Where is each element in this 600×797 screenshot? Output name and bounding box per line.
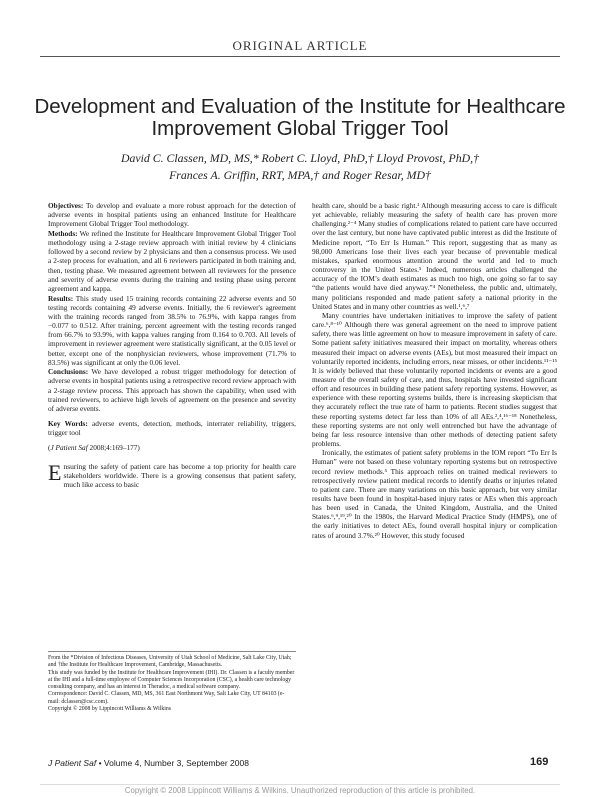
results-label: Results: bbox=[48, 293, 74, 303]
footnotes bbox=[48, 655, 296, 714]
citation-details: 2008;4:169–177) bbox=[87, 443, 140, 453]
title-line-2: Improvement Global Trigger Tool bbox=[151, 117, 449, 140]
title-line-1: Development and Evaluation of the Institute for Healthcare bbox=[34, 95, 566, 118]
objectives-text: To develop and evaluate a more robust approach for the detection of adverse events in hospital patients using an enhanced Institute for Healthcare Improvement Global Trigger Tool methodology. bbox=[48, 201, 296, 229]
author-list bbox=[30, 150, 570, 184]
objectives-label: Objectives: bbox=[48, 201, 84, 210]
right-column bbox=[312, 201, 557, 540]
authors-line-1: David C. Classen, MD, MS,* Robert C. Lloyd, PhD,† Lloyd Provost, PhD,† bbox=[120, 151, 480, 165]
copyright-notice: Copyright © 2008 Lippincott Williams & Wilkins. Unauthorized reproduction of this article is prohibited. bbox=[124, 786, 476, 795]
page-number: 169 bbox=[530, 756, 549, 768]
intro-text: nsuring the safety of patient care has become a top priority for health care stakeholders worldwide. There is a growing consensus that patient safety, much like access to basic bbox=[63, 461, 296, 490]
conclusions-text: We have developed a robust trigger methodology for detection of adverse events in hospital patients using a retrospective record review approach with a 2-stage review process. This approach has shown the capability, when used with trained reviewers, to achieve high levels of agreement on the presence and severity of adverse events. bbox=[48, 367, 296, 413]
footnote-correspondence: Correspondence: David C. Classen, MD, MS, 361 East Northmont Way, Salt Lake City, UT 84103 (e-mail: dclassen@csc.com). bbox=[48, 691, 285, 705]
header-rule bbox=[40, 56, 560, 57]
methods-label: Methods: bbox=[48, 228, 78, 238]
body-paragraph-1: health care, should be a basic right.¹ Although measuring access to care is difficult yet achievable, reliably measuring the safety of health care has proven more challenging.²⁻⁴ Many studies of complications related to patient care have occurred over the last century, but none have captivated public interest as did the Institute of Medicine report, “To Err Is Human.” This report, suggesting that as many as 98,000 Americans lose their lives each year because of preventable medical mistakes, sparked enormous attention around the world and led to much controversy in the United States.⁵ Indeed, numerous articles challenged the accuracy of the IOM’s death estimates as much too high, one going so far to say “the patients would have died anyway.”⁴ Nonetheless, the public and, ultimately, many politicians responded and made patient safety a national priority in the United States and in many other countries as well.¹,⁶,⁷ bbox=[312, 201, 557, 311]
keywords-text: adverse events, detection, methods, interrater reliability, triggers, trigger tool bbox=[48, 419, 296, 438]
citation: (J Patient Saf 2008;4:169–177) bbox=[48, 443, 140, 453]
authors-line-2: Frances A. Griffin, RRT, MPA,† and Roger Resar, MD† bbox=[169, 168, 431, 182]
intro-paragraph bbox=[48, 459, 296, 490]
results-text: This study used 15 training records containing 22 adverse events and 50 testing records containing 49 adverse events. Initially, the 6 reviewer's agreement with the training records ranged from 38.5% to 76.9%, with kappa ranges from −0.077 to 0.512. After training, percent agreement with the testing records ranged from 66.7% to 93.9%, with kappa values ranging from 0.164 to 0.703. All levels of improvement in reviewer agreement were statistically significant, at the 0.05 level or better, except one of the nonphysician reviewers, whose improvement (71.7% to 83.5%) was significant at only the 0.06 level. bbox=[48, 293, 296, 367]
left-column bbox=[48, 201, 296, 489]
abstract-results bbox=[48, 294, 296, 367]
footnote-copyright: Copyright © 2008 by Lippincott Williams & Wilkins bbox=[48, 706, 172, 713]
footnote-rule bbox=[48, 651, 296, 652]
footer-rule bbox=[40, 784, 560, 785]
methods-text: We refined the Institute for Healthcare Improvement Global Trigger Tool methodology using a 2-stage review approach with initial review by 4 clinicians followed by a second review by 2 physicians and then a consensus process. We used a 2-step process for evaluation, and all 6 reviewers participated in both training and, then, testing phase. We measured agreement between all reviewers for the presence and severity of adverse events during the training and testing phase using percent agreement and kappa. bbox=[48, 228, 296, 293]
footer-journal-info bbox=[48, 758, 249, 768]
body-paragraph-2: Many countries have undertaken initiatives to improve the safety of patient care.⁶,⁸⁻¹⁰ Although there was general agreement on the need to improve patient safety, there was little agreement on how to measure improvement in safety of care. Some patient safety initiatives measured their impact on mortality, whereas others measured their impact on adverse events (AEs), but most measured their impact on voluntarily reported incidents, including errors, near misses, or other incidents.¹¹⁻¹⁵ It is widely believed that these voluntarily reported incidents or events are a good measure of the overall safety of care, and thus, hospitals have invested significant effort and resources in building these patient safety reporting systems. However, as experience with these reporting systems builds, there is increasing skepticism that they accurately reflect the true rate of harm to patients. Recent studies suggest that these reporting systems detect far less than 10% of all AEs.²,⁴,¹⁶⁻¹⁸ Nonetheless, these reporting systems are not only well entrenched but have the advantage of being far less resource intensive than other methods of detecting patient safety problems. bbox=[312, 310, 557, 449]
conclusions-label: Conclusions: bbox=[48, 367, 89, 377]
abstract-conclusions bbox=[48, 367, 296, 413]
footer-issue: • Volume 4, Number 3, September 2008 bbox=[96, 758, 249, 768]
keywords bbox=[48, 419, 296, 437]
keywords-label: Key Words: bbox=[48, 419, 88, 429]
drop-cap: E bbox=[48, 459, 62, 485]
abstract-methods bbox=[48, 229, 296, 293]
footnote-affiliations: From the *Division of Infectious Diseases, University of Utah School of Medicine, Salt Lake City, Utah; and †the Institute for Healthcare Improvement, Cambridge, Massachusetts. bbox=[48, 655, 292, 669]
footer-journal: J Patient Saf bbox=[48, 758, 97, 768]
body-paragraph-3: Ironically, the estimates of patient safety problems in the IOM report “To Err Is Human” were not based on these voluntary reporting systems but on retrospective record review methods.⁵ This approach relies on trained medical reviewers to retrospectively review patient medical records to identify deaths or injuries related to patient care. There are many variations on this basic approach, but very similar results have been found in hospital-based injury rates or AEs when this approach has been used in Canada, the United Kingdom, Australia, and the United States.⁶,⁹,¹⁹,²⁰ In the 1980s, the Harvard Medical Practice Study (HMPS), one of the early initiatives to detect AEs, found overall hospital injury or complication rates of around 3.7%.²⁰ However, this study focused bbox=[312, 448, 557, 540]
abstract-objectives bbox=[48, 201, 296, 228]
citation-journal: J Patient Saf bbox=[50, 443, 88, 453]
section-label: ORIGINAL ARTICLE bbox=[232, 38, 368, 53]
footnote-funding: This study was funded by the Institute for Healthcare Improvement (IHI). Dr. Classen is a faculty member at the IHI and a full-time employee of Computer Sciences Incorporation (CSC), a health care technology consulting company, and has an interest in Theradoc, a medical software company. bbox=[48, 669, 295, 690]
article-title bbox=[30, 96, 570, 140]
